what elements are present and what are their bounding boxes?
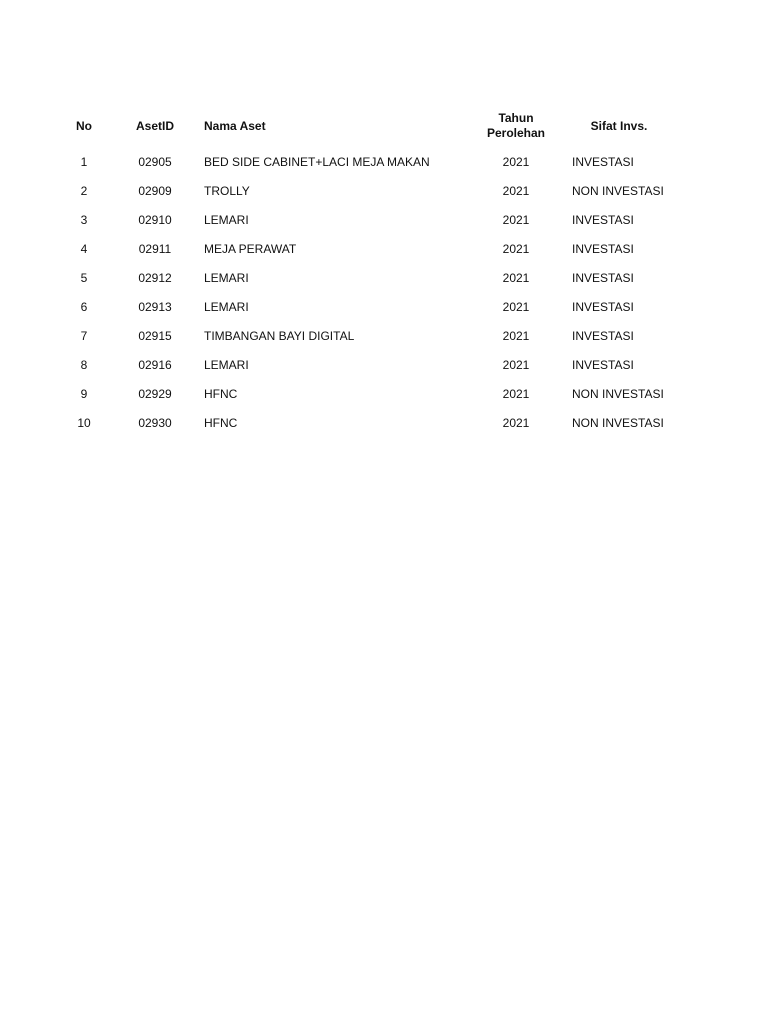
cell-asset-id: 02915 bbox=[138, 329, 172, 343]
cell-asset-name: TROLLY bbox=[204, 184, 250, 198]
cell-asset-name: TIMBANGAN BAYI DIGITAL bbox=[204, 329, 355, 343]
cell-investment-nature: INVESTASI bbox=[572, 242, 634, 256]
table-row bbox=[58, 322, 672, 351]
cell-asset-name: BED SIDE CABINET+LACI MEJA MAKAN bbox=[204, 155, 430, 169]
cell-asset-id: 02910 bbox=[138, 213, 172, 227]
cell-acquisition-year: 2021 bbox=[502, 271, 530, 285]
cell-acquisition-year: 2021 bbox=[502, 155, 530, 169]
cell-asset-name: HFNC bbox=[204, 416, 238, 430]
cell-asset-name: HFNC bbox=[204, 387, 238, 401]
cell-investment-nature: INVESTASI bbox=[572, 213, 634, 227]
cell-acquisition-year: 2021 bbox=[502, 387, 530, 401]
cell-no: 10 bbox=[77, 416, 91, 430]
table-row bbox=[58, 206, 672, 235]
cell-asset-name: LEMARI bbox=[204, 271, 249, 285]
cell-asset-id: 02929 bbox=[138, 387, 172, 401]
table-body bbox=[58, 148, 672, 438]
header-no: No bbox=[76, 118, 92, 133]
cell-no: 9 bbox=[80, 387, 88, 401]
cell-acquisition-year: 2021 bbox=[502, 300, 530, 314]
cell-asset-id: 02916 bbox=[138, 358, 172, 372]
table-row bbox=[58, 351, 672, 380]
asset-table bbox=[58, 104, 672, 438]
cell-asset-id: 02911 bbox=[138, 242, 172, 256]
cell-no: 4 bbox=[80, 242, 88, 256]
cell-no: 2 bbox=[80, 184, 88, 198]
header-year-line2: Perolehan bbox=[486, 126, 546, 140]
cell-investment-nature: INVESTASI bbox=[572, 271, 634, 285]
table-row bbox=[58, 264, 672, 293]
table-row bbox=[58, 148, 672, 177]
cell-asset-name: LEMARI bbox=[204, 358, 249, 372]
table-header-row bbox=[58, 104, 672, 148]
table-row bbox=[58, 177, 672, 206]
cell-asset-id: 02905 bbox=[138, 155, 172, 169]
table-row bbox=[58, 235, 672, 264]
table-row bbox=[58, 380, 672, 409]
cell-investment-nature: NON INVESTASI bbox=[572, 387, 664, 401]
cell-asset-name: MEJA PERAWAT bbox=[204, 242, 297, 256]
table-row bbox=[58, 409, 672, 438]
cell-asset-name: LEMARI bbox=[204, 213, 249, 227]
cell-asset-id: 02912 bbox=[138, 271, 172, 285]
cell-asset-id: 02913 bbox=[138, 300, 172, 314]
cell-investment-nature: INVESTASI bbox=[572, 358, 634, 372]
cell-asset-id: 02930 bbox=[138, 416, 172, 430]
table-row bbox=[58, 293, 672, 322]
header-asset-name: Nama Aset bbox=[204, 118, 266, 133]
cell-no: 7 bbox=[80, 329, 88, 343]
cell-acquisition-year: 2021 bbox=[502, 184, 530, 198]
cell-investment-nature: NON INVESTASI bbox=[572, 184, 664, 198]
cell-investment-nature: INVESTASI bbox=[572, 329, 634, 343]
cell-no: 5 bbox=[80, 271, 88, 285]
cell-acquisition-year: 2021 bbox=[502, 329, 530, 343]
header-acquisition-year bbox=[466, 104, 566, 148]
cell-acquisition-year: 2021 bbox=[502, 358, 530, 372]
cell-no: 1 bbox=[80, 155, 88, 169]
cell-asset-name: LEMARI bbox=[204, 300, 249, 314]
header-investment-nature: Sifat Invs. bbox=[590, 118, 648, 133]
cell-acquisition-year: 2021 bbox=[502, 242, 530, 256]
cell-no: 3 bbox=[80, 213, 88, 227]
cell-investment-nature: NON INVESTASI bbox=[572, 416, 664, 430]
cell-no: 8 bbox=[80, 358, 88, 372]
header-year-line1: Tahun bbox=[498, 111, 534, 125]
cell-no: 6 bbox=[80, 300, 88, 314]
cell-investment-nature: INVESTASI bbox=[572, 155, 634, 169]
cell-acquisition-year: 2021 bbox=[502, 213, 530, 227]
cell-investment-nature: INVESTASI bbox=[572, 300, 634, 314]
cell-asset-id: 02909 bbox=[138, 184, 172, 198]
cell-acquisition-year: 2021 bbox=[502, 416, 530, 430]
header-asset-id: AsetID bbox=[135, 118, 174, 133]
